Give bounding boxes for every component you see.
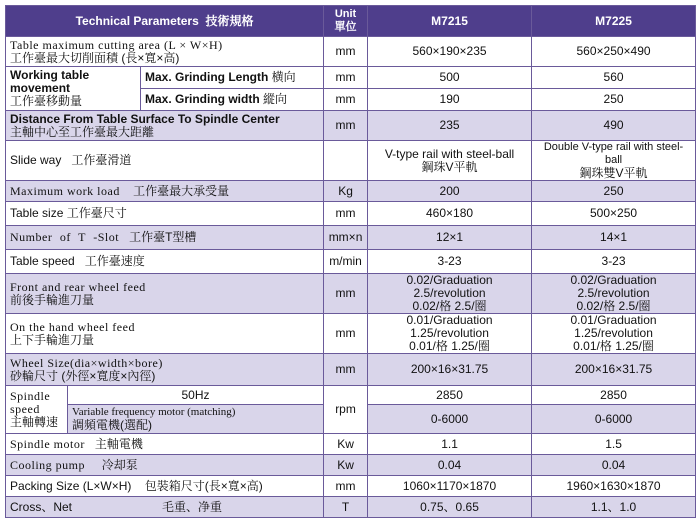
value-b: 560×250×490 (532, 37, 696, 67)
table-row (6, 476, 696, 497)
param-cell (6, 455, 324, 476)
table-row (6, 497, 696, 518)
value-b: 200×16×31.75 (532, 354, 696, 386)
subparam-cell (141, 89, 324, 111)
value-a: 460×180 (368, 202, 532, 226)
value-b: 250 (532, 89, 696, 111)
value-b: 3-23 (532, 250, 696, 274)
header-param-en: Technical Parameters (75, 13, 199, 28)
spec-table (5, 5, 696, 518)
param-en: Cooling pump (10, 457, 86, 472)
param-en: Slide way (10, 153, 62, 167)
value-b (532, 141, 696, 181)
subparam-cell: 50Hz (68, 386, 324, 405)
value-b (532, 274, 696, 314)
param-en: Number of T -Slot (10, 230, 120, 244)
param-en: Maximum work load (10, 183, 120, 198)
table-row (6, 202, 696, 226)
header-param-zh: 技術規格 (205, 13, 254, 28)
subparam-zh: 横向 (271, 70, 296, 84)
value-a-zh: 0.01/格 1.25/圈 (409, 339, 490, 353)
value-b: 560 (532, 67, 696, 89)
value-b-en: Double V-type rail with steel-ball (543, 141, 684, 166)
unit-cell: mm×n (324, 226, 368, 250)
header-unit-en: Unit (334, 8, 357, 20)
param-en: Spindle motor (10, 436, 85, 451)
header-unit (324, 6, 368, 37)
param-zh: 工作臺尺寸 (66, 206, 127, 220)
param-zh: 前後手輪進刀量 (10, 292, 95, 307)
subparam-en: Max. Grinding Length (145, 70, 269, 84)
value-a-zh: 鋼珠V平軌 (421, 159, 478, 174)
value-a: 1.1 (368, 434, 532, 455)
param-en: Table size (10, 206, 64, 220)
param-zh: 工作臺最大承受量 (133, 183, 230, 198)
unit-cell (324, 141, 368, 181)
param-cell (6, 354, 324, 386)
param-cell (6, 141, 324, 181)
param-zh: 工作臺移動量 (10, 94, 83, 108)
subparam-zh: 調頻電機(選配) (72, 418, 152, 432)
header-row (6, 6, 696, 37)
subparam-en: Max. Grinding width (145, 92, 260, 106)
value-b: 14×1 (532, 226, 696, 250)
param-en: On the hand wheel feed (10, 319, 135, 334)
param-en: Distance From Table Surface To Spindle Center (10, 111, 280, 126)
param-en: Table maximum cutting area (L × W×H) (10, 37, 223, 52)
value-a: 235 (368, 111, 532, 141)
value-a: 3-23 (368, 250, 532, 274)
param-cell (6, 111, 324, 141)
value-a-en: 0.02/Graduation 2.5/revolution (406, 273, 493, 300)
param-cell (6, 37, 324, 67)
value-b-en: 0.02/Graduation 2.5/revolution (570, 273, 657, 300)
unit-cell: Kg (324, 181, 368, 202)
subparam-cell (68, 405, 324, 434)
value-a: 500 (368, 67, 532, 89)
unit-cell: Kw (324, 434, 368, 455)
unit-cell: mm (324, 89, 368, 111)
param-en: Table speed (10, 254, 75, 268)
value-a-en: V-type rail with steel-ball (384, 146, 515, 161)
param-cell (6, 67, 141, 111)
param-cell (6, 274, 324, 314)
value-a (368, 314, 532, 354)
value-b-zh: 鋼珠雙V平軌 (579, 166, 648, 180)
param-zh: 主軸中心至工作臺最大距離 (10, 124, 155, 139)
param-zh: 包裝箱尺寸(長×寬×高) (144, 478, 263, 493)
param-cell (6, 476, 324, 497)
table-row (6, 226, 696, 250)
value-a: 0.75、0.65 (368, 497, 532, 518)
param-zh: 冷却泵 (101, 457, 138, 472)
unit-cell: mm (324, 111, 368, 141)
value-a: 200 (368, 181, 532, 202)
table-row (6, 111, 696, 141)
table-row (6, 250, 696, 274)
table-row (6, 274, 696, 314)
value-b: 1960×1630×1870 (532, 476, 696, 497)
param-en-1: Spindle (10, 389, 51, 403)
param-zh: 工作臺T型槽 (129, 230, 197, 244)
unit-cell: Kw (324, 455, 368, 476)
table-row (6, 141, 696, 181)
header-model-a: M7215 (368, 6, 532, 37)
value-a: 2850 (368, 386, 532, 405)
param-zh: 工作臺滑道 (71, 153, 132, 167)
value-b: 0.04 (532, 455, 696, 476)
table-row (6, 37, 696, 67)
header-model-b: M7225 (532, 6, 696, 37)
value-a-en: 0.01/Graduation 1.25/revolution (406, 313, 493, 340)
unit-cell: T (324, 497, 368, 518)
param-cell (6, 497, 324, 518)
table-row (6, 434, 696, 455)
table-row (6, 354, 696, 386)
value-a: 190 (368, 89, 532, 111)
value-b-zh: 0.02/格 2.5/圈 (576, 299, 651, 313)
unit-cell: m/min (324, 250, 368, 274)
table-row (6, 455, 696, 476)
subparam-zh: 縱向 (263, 92, 288, 106)
param-cell (6, 434, 324, 455)
value-b-zh: 0.01/格 1.25/圈 (573, 339, 654, 353)
unit-cell: mm (324, 202, 368, 226)
value-a: 0-6000 (368, 405, 532, 434)
param-cell (6, 386, 68, 434)
param-zh: 主軸電機 (94, 436, 143, 451)
header-unit-zh: 單位 (334, 21, 357, 33)
param-en: Packing Size (L×W×H) (10, 478, 132, 493)
value-b: 2850 (532, 386, 696, 405)
unit-cell: mm (324, 67, 368, 89)
unit-cell: mm (324, 37, 368, 67)
value-b (532, 314, 696, 354)
subparam-en: Variable frequency motor (matching) (72, 406, 236, 418)
value-a: 560×190×235 (368, 37, 532, 67)
value-a (368, 274, 532, 314)
param-en: Front and rear wheel feed (10, 279, 146, 294)
value-b: 0-6000 (532, 405, 696, 434)
table-row (6, 314, 696, 354)
param-zh: 砂輪尺寸 (外徑×寬度×內徑) (10, 368, 156, 383)
param-en: Cross、Net (10, 499, 73, 514)
param-zh: 毛重、净重 (162, 499, 223, 514)
table-row (6, 67, 696, 89)
value-b: 1.5 (532, 434, 696, 455)
param-cell (6, 314, 324, 354)
header-parameters (6, 6, 324, 37)
param-cell (6, 226, 324, 250)
param-en: Wheel Size(dia×width×bore) (10, 355, 163, 370)
value-b: 250 (532, 181, 696, 202)
value-a: 1060×1170×1870 (368, 476, 532, 497)
unit-cell: rpm (324, 386, 368, 434)
unit-cell: mm (324, 354, 368, 386)
value-a-zh: 0.02/格 2.5/圈 (412, 299, 487, 313)
value-b-en: 0.01/Graduation 1.25/revolution (570, 313, 657, 340)
param-en-2: speed (10, 402, 40, 416)
table-row (6, 181, 696, 202)
param-zh: 工作臺速度 (84, 254, 145, 268)
value-b: 490 (532, 111, 696, 141)
value-a: 200×16×31.75 (368, 354, 532, 386)
param-zh: 工作臺最大切削面積 (長×寬×高) (10, 50, 180, 65)
param-en: Working table movement (10, 68, 90, 95)
value-a: 0.04 (368, 455, 532, 476)
table-row (6, 386, 696, 405)
param-zh: 上下手輪進刀量 (10, 332, 95, 347)
param-zh: 主軸轉速 (10, 415, 59, 429)
value-b: 500×250 (532, 202, 696, 226)
value-b: 1.1、1.0 (532, 497, 696, 518)
unit-cell: mm (324, 476, 368, 497)
subparam-cell (141, 67, 324, 89)
unit-cell: mm (324, 274, 368, 314)
value-a (368, 141, 532, 181)
param-cell (6, 181, 324, 202)
unit-cell: mm (324, 314, 368, 354)
param-cell (6, 202, 324, 226)
param-cell (6, 250, 324, 274)
value-a: 12×1 (368, 226, 532, 250)
